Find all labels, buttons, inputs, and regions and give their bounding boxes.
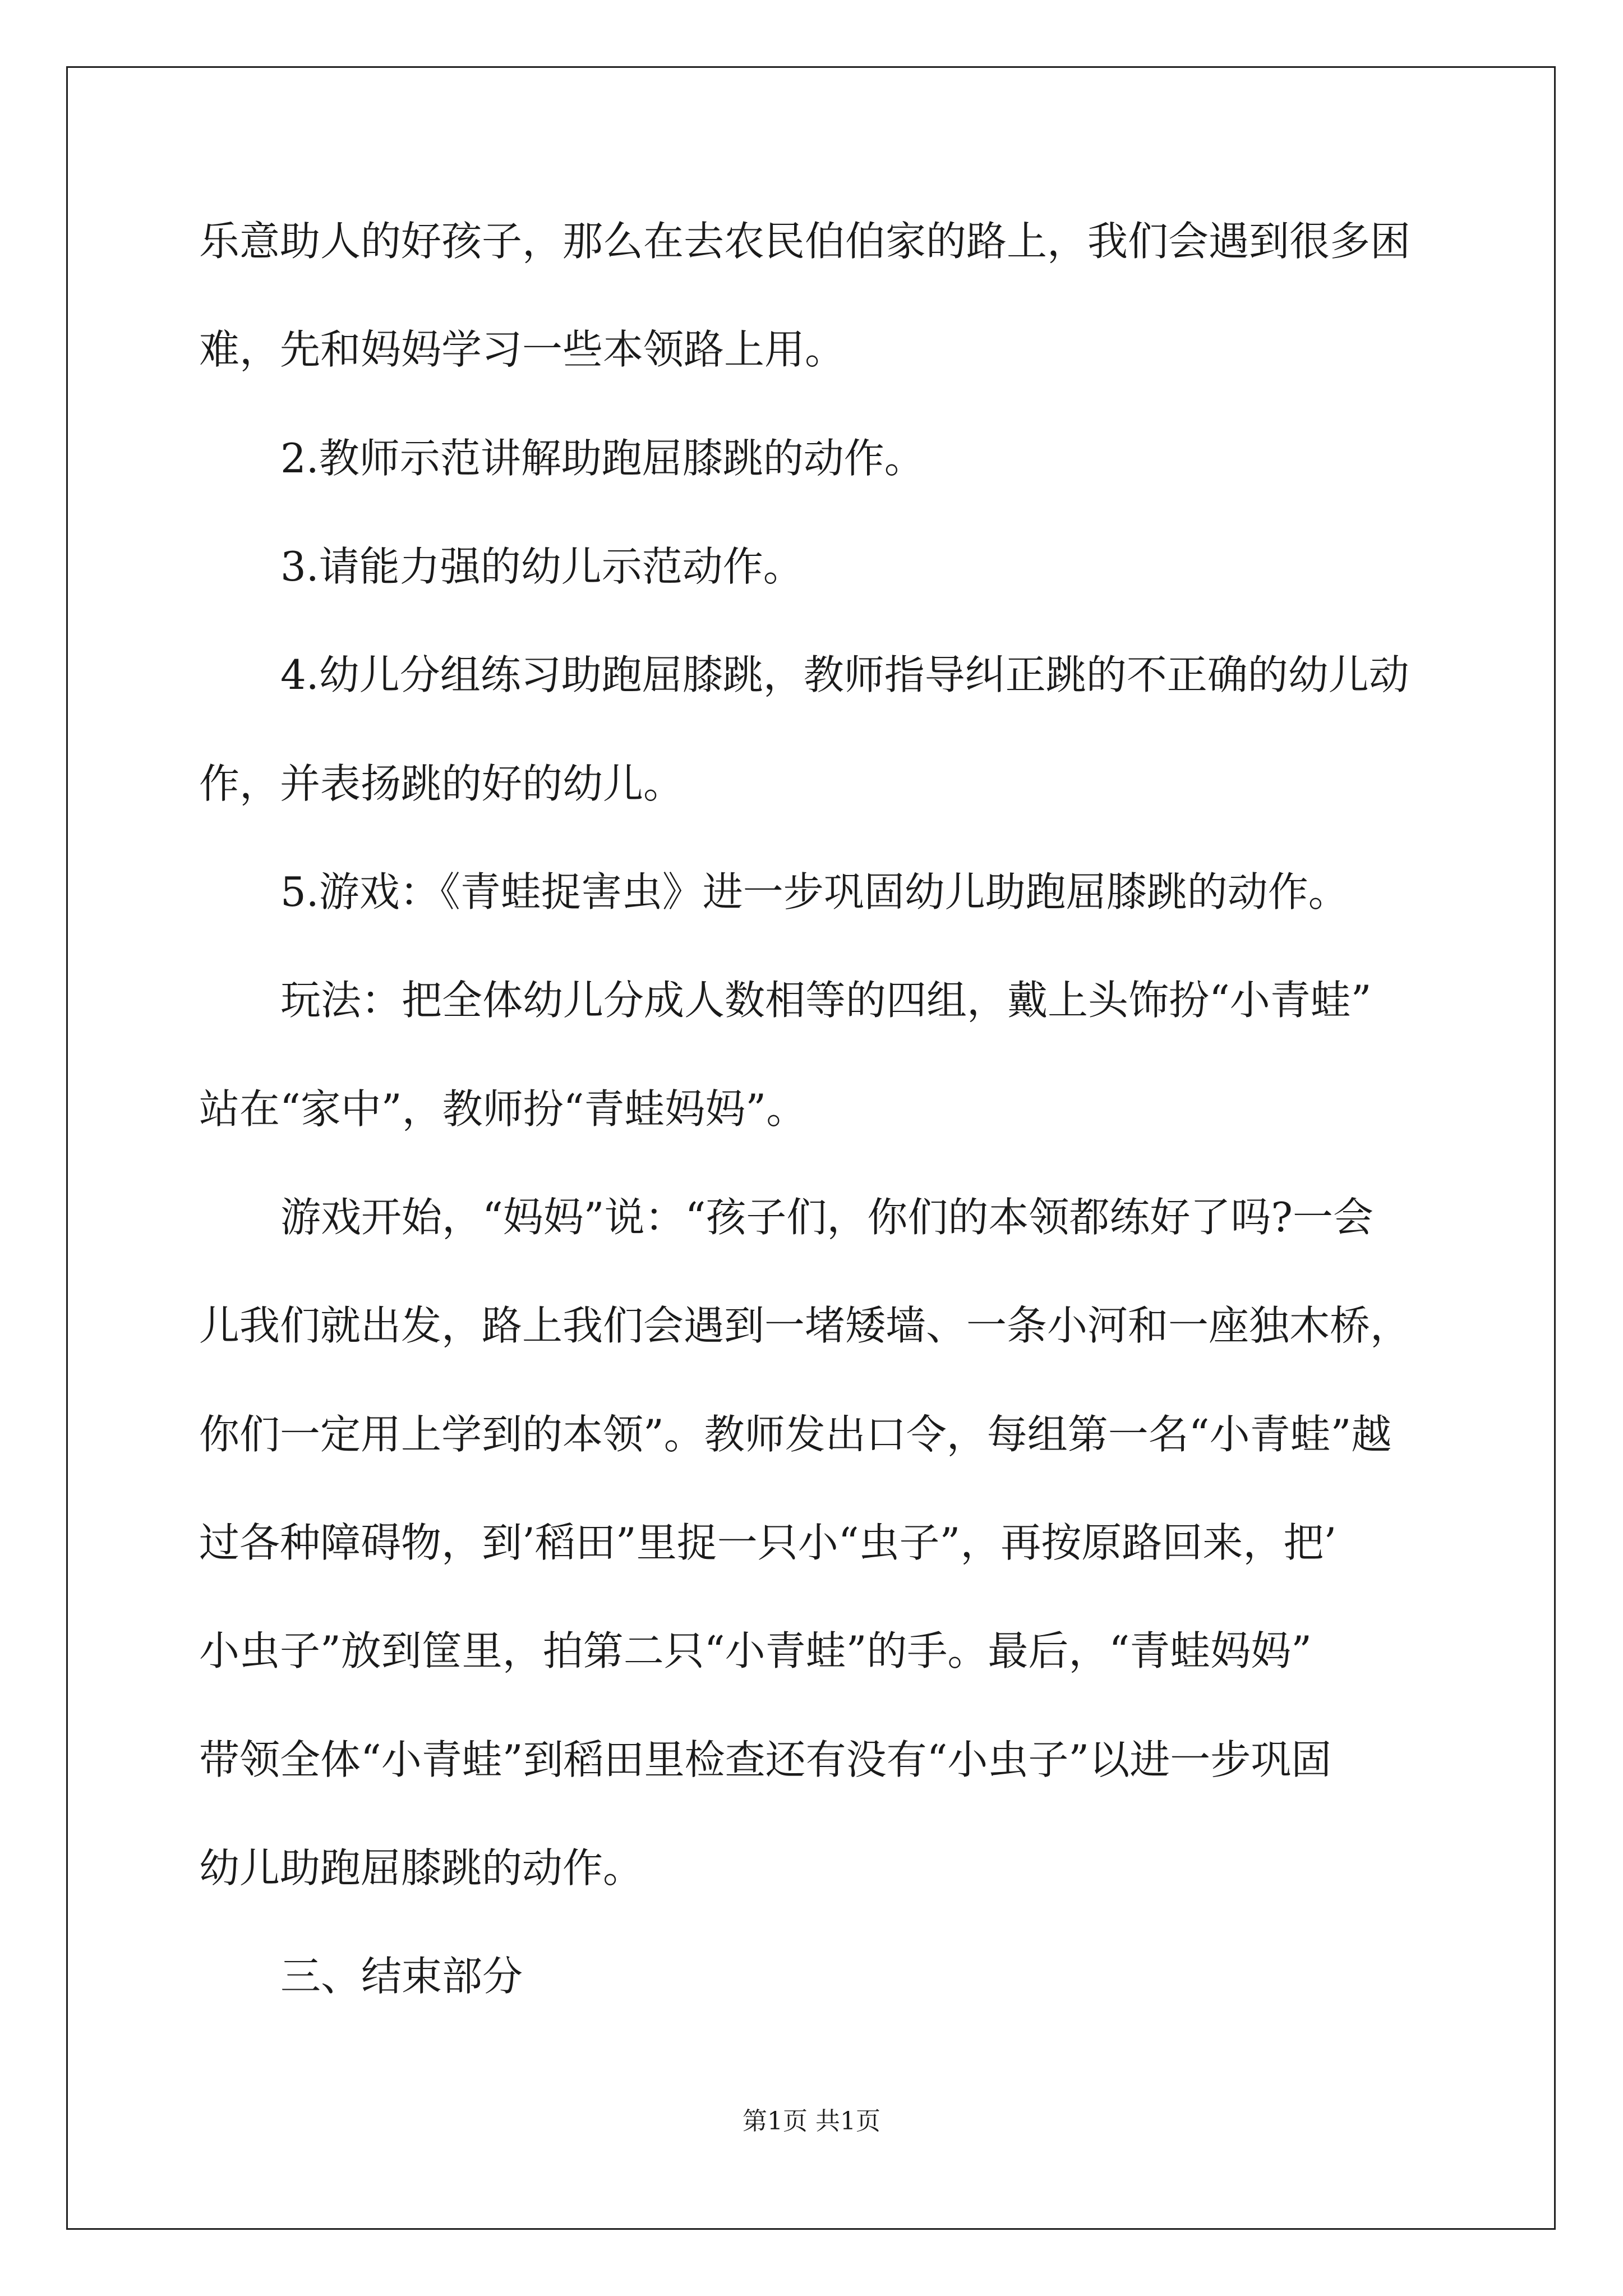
text-line: 儿我们就出发，路上我们会遇到一堵矮墙、一条小河和一座独木桥， bbox=[199, 1302, 1411, 1349]
text-line: 站在“家中”，教师扮“青蛙妈妈”。 bbox=[199, 1085, 807, 1133]
section-heading: 三、结束部分 bbox=[280, 1953, 523, 2000]
text-line: 带领全体“小青蛙”到稻田里检查还有没有“小虫子”以进一步巩固 bbox=[199, 1736, 1332, 1783]
text-line: 作，并表扬跳的好的幼儿。 bbox=[199, 760, 684, 807]
page-footer: 第1页 共1页 bbox=[743, 2107, 880, 2136]
text-line: 幼儿助跑屈膝跳的动作。 bbox=[199, 1844, 644, 1892]
text-line: 你们一定用上学到的本领”。教师发出口令，每组第一名“小青蛙”越 bbox=[199, 1411, 1392, 1458]
text-line: 过各种障碍物，到’稻田”里捉一只小“虫子”，再按原路回来，把’ bbox=[199, 1519, 1337, 1566]
text-line: 4.幼儿分组练习助跑屈膝跳，教师指导纠正跳的不正确的幼儿动 bbox=[280, 651, 1409, 698]
page-border bbox=[66, 66, 1556, 2230]
text-line: 小虫子”放到筐里，拍第二只“小青蛙”的手。最后，“青蛙妈妈” bbox=[199, 1627, 1312, 1674]
text-line: 乐意助人的好孩子，那么在去农民伯伯家的路上，我们会遇到很多困 bbox=[199, 218, 1411, 265]
text-line: 3.请能力强的幼儿示范动作。 bbox=[280, 543, 804, 590]
text-line: 5.游戏：《青蛙捉害虫》进一步巩固幼儿助跑屈膝跳的动作。 bbox=[280, 868, 1349, 915]
text-line: 2.教师示范讲解助跑屈膝跳的动作。 bbox=[280, 435, 925, 482]
text-line: 游戏开始，“妈妈”说：“孩子们，你们的本领都练好了吗?一会 bbox=[280, 1194, 1374, 1241]
text-line: 难，先和妈妈学习一些本领路上用。 bbox=[199, 326, 846, 373]
text-line: 玩法：把全体幼儿分成人数相等的四组，戴上头饰扮“小青蛙” bbox=[280, 977, 1372, 1024]
